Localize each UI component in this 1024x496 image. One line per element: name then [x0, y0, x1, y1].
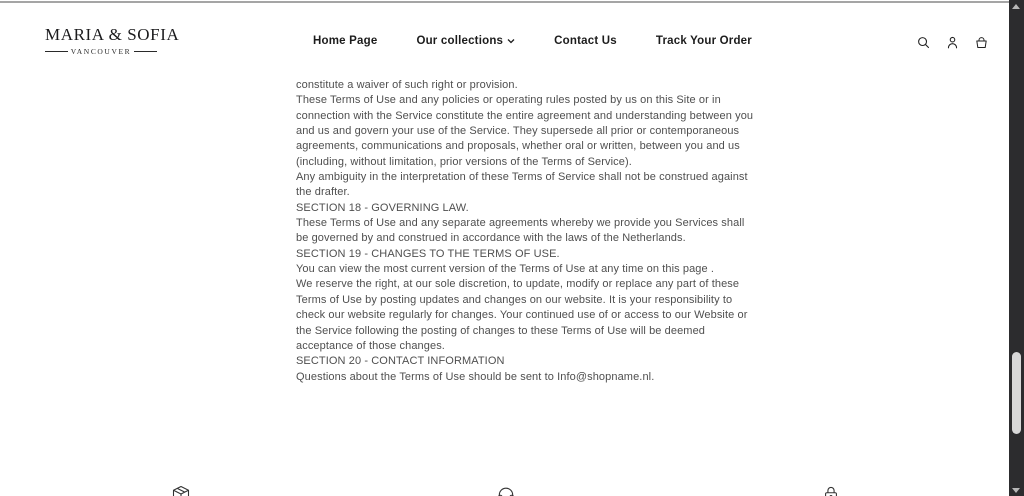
chevron-down-icon: [507, 38, 515, 44]
top-divider: [0, 1, 1024, 3]
logo-rule-right: [134, 51, 157, 52]
terms-line: (including, without limitation, prior versions of the Terms of Service).: [296, 155, 632, 168]
cart-icon[interactable]: [974, 35, 989, 50]
logo-title: MARIA & SOFIA: [45, 25, 180, 44]
nav-item-label: Home Page: [313, 35, 378, 47]
nav-item-track-your-order[interactable]: [656, 35, 752, 47]
terms-line: Any ambiguity in the interpretation of these Terms of Service shall not be construed against: [296, 171, 748, 184]
terms-line: SECTION 19 - CHANGES TO THE TERMS OF USE.: [296, 247, 560, 260]
package-icon: [171, 484, 191, 496]
terms-line: We reserve the right, at our sole discretion, to update, modify or replace any part of these: [296, 278, 740, 291]
terms-line: Terms of Use by posting updates and changes on our website. It is your responsibility to: [296, 293, 733, 306]
terms-line: constitute a waiver of such right or provision.: [296, 79, 518, 91]
scrollbar[interactable]: [1009, 0, 1024, 496]
main-nav: [313, 35, 752, 47]
nav-item-contact-us[interactable]: [554, 35, 617, 47]
nav-item-our-collections[interactable]: [416, 35, 515, 47]
terms-line: the Service following the posting of changes to these Terms of Use will be deemed: [296, 324, 706, 337]
logo-subtitle: VANCOUVER: [70, 47, 132, 56]
header-icons: [916, 35, 989, 50]
terms-line: and us and govern your use of the Service. They supersede all prior or contemporaneous: [296, 125, 740, 138]
nav-item-home-page[interactable]: [313, 35, 377, 47]
account-icon[interactable]: [945, 35, 960, 50]
terms-text: [296, 78, 754, 385]
terms-line: These Terms of Use and any separate agreements whereby we provide you Services shall: [296, 217, 745, 230]
terms-line: SECTION 18 - GOVERNING LAW.: [296, 201, 469, 214]
logo-rule-left: [45, 51, 68, 52]
logo-subtitle-row: [45, 47, 157, 56]
nav-item-label: Track Your Order: [655, 35, 752, 47]
terms-line: Questions about the Terms of Use should be sent to Info@shopname.nl.: [296, 370, 655, 383]
padlock-icon: [821, 484, 841, 496]
scrollbar-thumb[interactable]: [1012, 352, 1021, 434]
scrollbar-down-arrow-icon[interactable]: [1012, 488, 1020, 493]
nav-item-label: Contact Us: [554, 35, 617, 47]
terms-line: check our website regularly for changes. Your continued use of or access to our Website or: [296, 309, 748, 322]
terms-line: These Terms of Use and any policies or operating rules posted by us on this Site or in: [296, 94, 721, 107]
terms-line: the drafter.: [296, 186, 350, 199]
store-logo[interactable]: [45, 25, 180, 56]
terms-line: You can view the most current version of the Terms of Use at any time on this page .: [296, 263, 715, 276]
terms-line: acceptance of those changes.: [296, 339, 445, 352]
terms-line: be governed by and construed in accordance with the laws of the Netherlands.: [296, 232, 686, 245]
terms-line: connection with the Service constitute the entire agreement and understanding between you: [296, 109, 754, 122]
terms-line: SECTION 20 - CONTACT INFORMATION: [296, 355, 505, 368]
terms-line: agreements, communications and proposals, whether oral or written, between you and us: [296, 140, 740, 153]
headset-icon: [496, 484, 516, 496]
nav-item-label: Our collections: [416, 35, 504, 47]
scrollbar-up-arrow-icon[interactable]: [1012, 4, 1020, 9]
search-icon[interactable]: [916, 35, 931, 50]
